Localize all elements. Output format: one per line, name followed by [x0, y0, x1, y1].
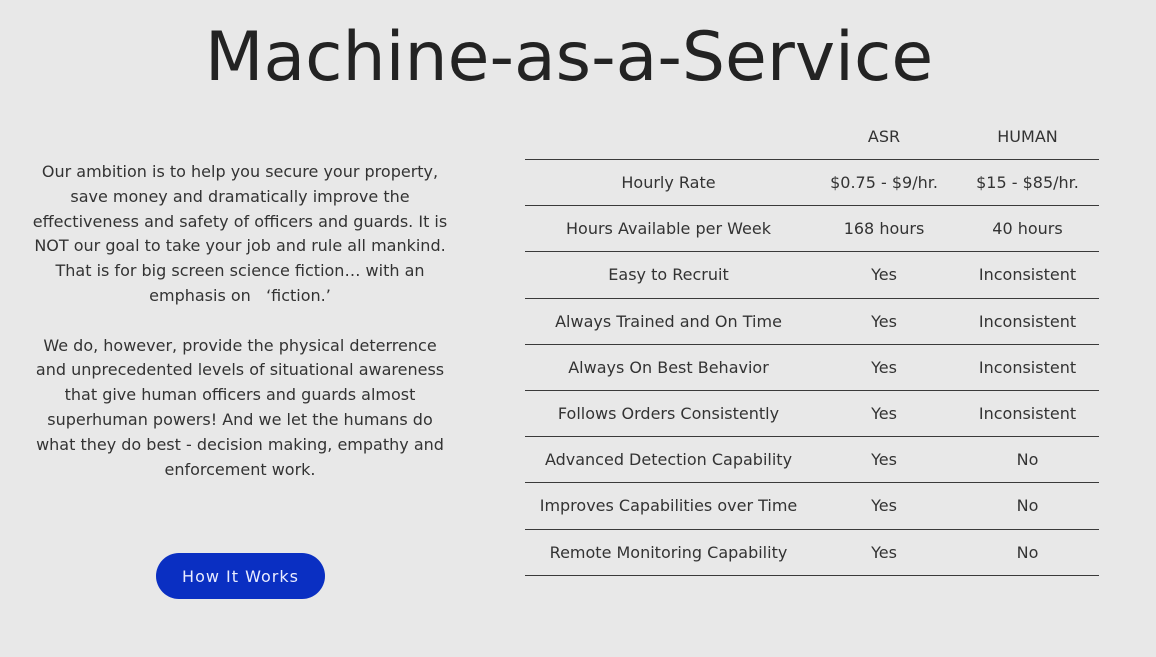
row-asr-value: Yes [871, 450, 897, 470]
row-label: Easy to Recruit [608, 265, 729, 285]
row-label: Always On Best Behavior [568, 357, 769, 377]
row-human-value: Inconsistent [978, 404, 1077, 424]
header-human: HUMAN [997, 126, 1058, 146]
intro-paragraph-1: Our ambition is to help you secure your property, save money and dramatically improve the effectiveness and safety of officers and guards. It is NOT our goal to take your job and rule all mankind. That is for big screen science fiction… with an emphasis on ‘fiction.’ [32, 162, 448, 305]
row-label: Hourly Rate [621, 173, 716, 193]
row-asr-value: Yes [871, 357, 897, 377]
table-row [525, 344, 1099, 390]
table-row [525, 483, 1099, 529]
row-human-value: $15 - $85/hr. [976, 173, 1079, 193]
row-human-value: No [1016, 450, 1039, 470]
row-label: Hours Available per Week [566, 219, 771, 239]
table-row [525, 206, 1099, 252]
page-title: Machine-as-a-Service [204, 18, 934, 97]
table-row [525, 390, 1099, 436]
table-row [525, 437, 1099, 483]
how-it-works-button[interactable]: How It Works [156, 553, 325, 599]
row-asr-value: 168 hours [843, 219, 925, 239]
row-asr-value: Yes [871, 265, 897, 285]
row-human-value: No [1016, 542, 1039, 562]
intro-paragraph-2: We do, however, provide the physical deterrence and unprecedented levels of situational awareness that give human officers and guards almost superhuman powers! And we let the humans do what they do best - decision making, empathy and enforcement work. [35, 335, 445, 479]
row-human-value: Inconsistent [978, 265, 1077, 285]
row-human-value: Inconsistent [978, 357, 1077, 377]
row-human-value: 40 hours [992, 219, 1063, 239]
row-label: Advanced Detection Capability [544, 450, 793, 470]
row-label: Always Trained and On Time [555, 311, 782, 331]
header-asr: ASR [867, 126, 901, 146]
row-asr-value: $0.75 - $9/hr. [830, 173, 938, 193]
row-asr-value: Yes [871, 542, 897, 562]
table-row [525, 160, 1099, 206]
row-asr-value: Yes [871, 496, 897, 516]
table-row [525, 252, 1099, 298]
table-row [525, 298, 1099, 344]
row-asr-value: Yes [871, 311, 897, 331]
row-asr-value: Yes [871, 404, 897, 424]
row-human-value: Inconsistent [978, 311, 1077, 331]
row-label: Follows Orders Consistently [557, 404, 780, 424]
row-label: Remote Monitoring Capability [549, 542, 788, 562]
row-label: Improves Capabilities over Time [539, 496, 798, 516]
table-header-row [525, 113, 1099, 160]
row-human-value: No [1016, 496, 1039, 516]
header-label [525, 113, 812, 160]
intro-text [30, 160, 450, 482]
comparison-table [525, 113, 1099, 576]
table-row [525, 529, 1099, 575]
